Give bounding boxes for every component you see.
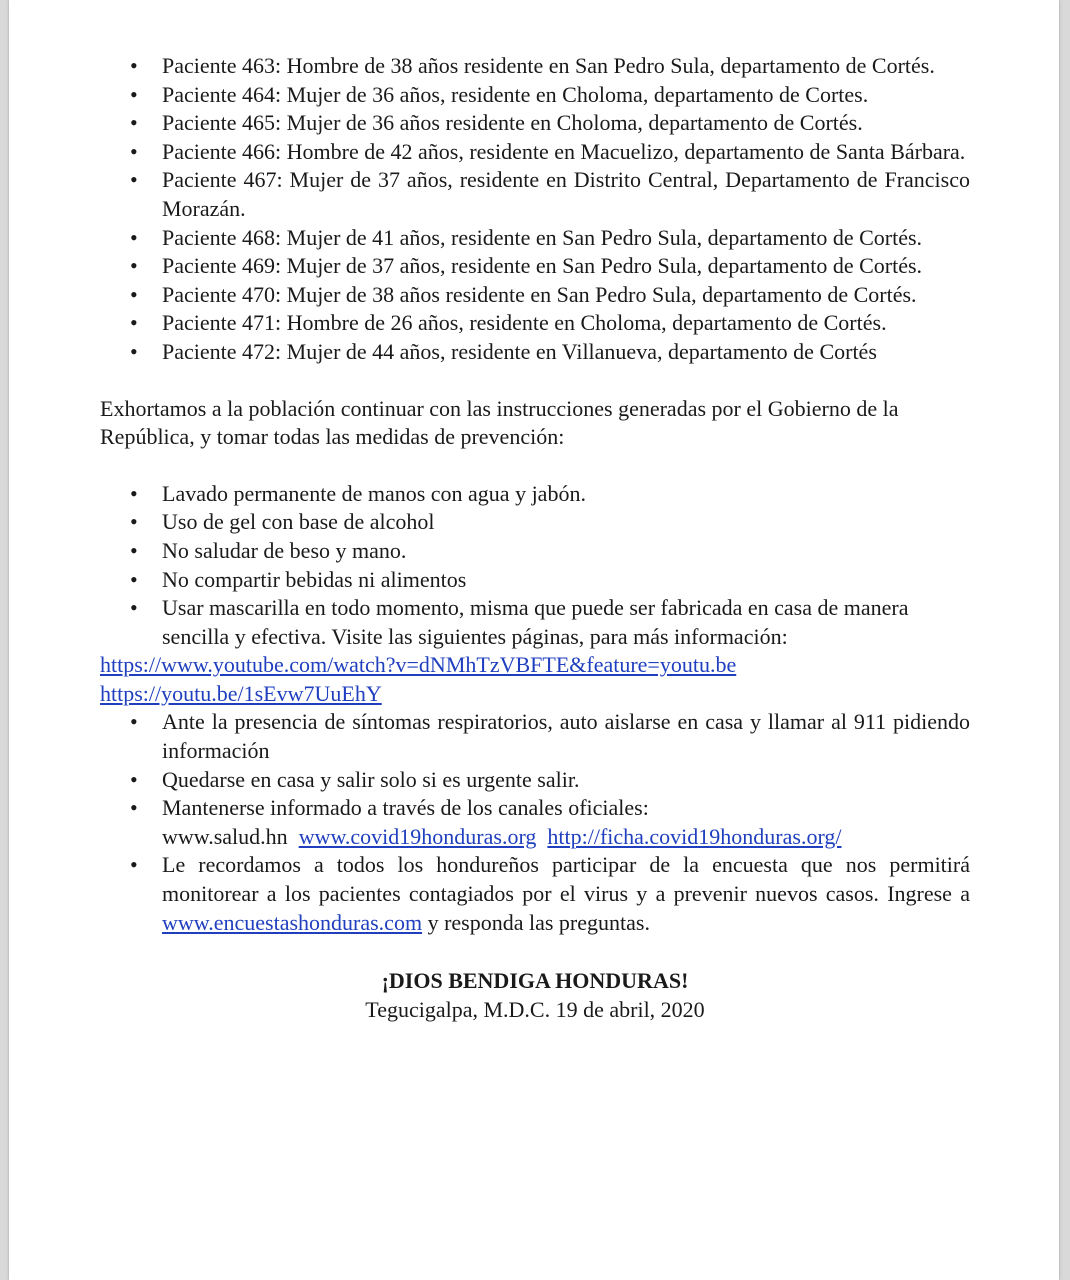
official-channels-intro: Mantenerse informado a través de los canales oficiales:: [162, 795, 649, 821]
patient-item: • Paciente 466: Hombre de 42 años, residente en Macuelizo, departamento de Santa Bárbara.: [100, 138, 970, 167]
patient-item: • Paciente 465: Mujer de 36 años residente en Choloma, departamento de Cortés.: [100, 109, 970, 138]
covid19honduras-link[interactable]: www.covid19honduras.org: [298, 823, 537, 849]
patient-item: • Paciente 464: Mujer de 36 años, residente en Choloma, departamento de Cortes.: [100, 81, 970, 110]
ficha-covid19honduras-link[interactable]: http://ficha.covid19honduras.org/: [547, 823, 842, 849]
document-body: [100, 52, 970, 1024]
youtube-link-2[interactable]: https://youtu.be/1sEvw7UuEhY: [100, 680, 382, 706]
patient-list: [100, 52, 970, 367]
measure-item-official-channels: [100, 794, 970, 851]
measure-item: • Usar mascarilla en todo momento, misma que puede ser fabricada en casa de manera sencilla y efectiva. Visite las siguientes páginas, para más información:: [100, 594, 970, 651]
patient-item: • Paciente 471: Hombre de 26 años, residente en Choloma, departamento de Cortés.: [100, 309, 970, 338]
measure-item: • Uso de gel con base de alcohol: [100, 508, 970, 537]
youtube-link-1[interactable]: https://www.youtube.com/watch?v=dNMhTzVBFTE&feature=youtu.be: [100, 652, 737, 678]
measure-item: • Quedarse en casa y salir solo si es urgente salir.: [100, 766, 970, 795]
prevention-list: [100, 480, 970, 652]
patient-item: • Paciente 469: Mujer de 37 años, residente en San Pedro Sula, departamento de Cortés.: [100, 252, 970, 281]
patient-item: • Paciente 472: Mujer de 44 años, residente en Villanueva, departamento de Cortés: [100, 338, 970, 367]
survey-text-end: y responda las preguntas.: [427, 909, 650, 935]
measure-item: • No saludar de beso y mano.: [100, 537, 970, 566]
place-date: Tegucigalpa, M.D.C. 19 de abril, 2020: [365, 996, 705, 1022]
document-page: [9, 0, 1059, 1280]
patient-item: • Paciente 468: Mujer de 41 años, residente en San Pedro Sula, departamento de Cortés.: [100, 224, 970, 253]
closing-block: [100, 967, 970, 1024]
exhortation-paragraph: Exhortamos a la población continuar con las instrucciones generadas por el Gobierno de la República, y tomar todas las medidas de prevención:: [100, 395, 899, 450]
encuestashonduras-link[interactable]: www.encuestashonduras.com: [162, 909, 423, 935]
mask-links: [100, 651, 970, 708]
measure-item: • Ante la presencia de síntomas respiratorios, auto aislarse en casa y llamar al 911 pidiendo información: [100, 708, 970, 765]
patient-item: • Paciente 463: Hombre de 38 años residente en San Pedro Sula, departamento de Cortés.: [100, 52, 970, 81]
salud-site-text: www.salud.hn: [162, 823, 288, 849]
measure-item-survey: [100, 851, 970, 937]
patient-item: • Paciente 470: Mujer de 38 años residente en San Pedro Sula, departamento de Cortés.: [100, 281, 970, 310]
measure-item: • Lavado permanente de manos con agua y jabón.: [100, 480, 970, 509]
prevention-list-continued: [100, 708, 970, 937]
survey-text: Le recordamos a todos los hondureños participar de la encuesta que nos permitirá monitorear a los pacientes contagiados por el virus y a prevenir nuevos casos. Ingrese a: [162, 852, 970, 907]
measure-item: • No compartir bebidas ni alimentos: [100, 566, 970, 595]
patient-item: • Paciente 467: Mujer de 37 años, residente en Distrito Central, Departamento de Francisco Morazán.: [100, 166, 970, 223]
blessing-heading: ¡DIOS BENDIGA HONDURAS!: [381, 968, 689, 994]
